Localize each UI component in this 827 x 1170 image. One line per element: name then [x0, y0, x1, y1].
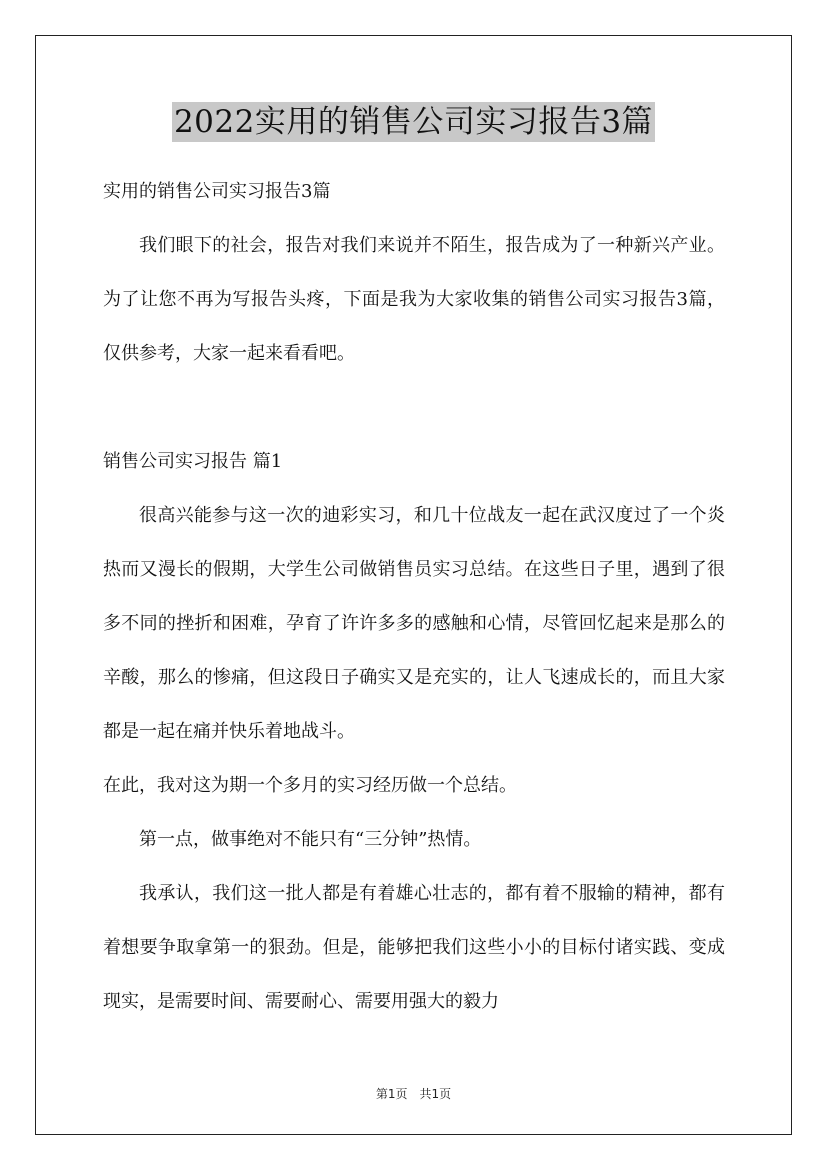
document-title: 2022实用的销售公司实习报告3篇 — [173, 104, 654, 140]
body-paragraph-1: 很高兴能参与这一次的迪彩实习，和几十位战友一起在武汉度过了一个炎热而又漫长的假期，大学生公司做销售员实习总结。在这些日子里，遇到了很多不同的挫折和困难，孕育了许许多多的感触和心情，尽管回忆起来是那么的辛酸，那么的惨痛，但这段日子确实又是充实的，让人飞速成长的，而且大家都是一起在痛并快乐着地战斗。 — [103, 505, 725, 742]
body-paragraph-3: 第一点，做事绝对不能只有“三分钟”热情。 — [139, 829, 482, 850]
body-paragraph-4: 我承认，我们这一批人都是有着雄心壮志的，都有着不服输的精神，都有着想要争取拿第一的狠劲。但是，能够把我们这些小小的目标付诸实践、变成现实，是需要时间、需要耐心、需要用强大的毅力 — [103, 883, 725, 1012]
section-heading: 销售公司实习报告 篇1 — [103, 451, 283, 472]
body-paragraph-2: 在此，我对这为期一个多月的实习经历做一个总结。 — [103, 775, 517, 796]
document-subtitle: 实用的销售公司实习报告3篇 — [103, 181, 331, 202]
page-footer: 第1页 共1页 — [375, 1087, 452, 1101]
paragraph-spacer — [103, 381, 725, 435]
document-body — [103, 165, 725, 1029]
title-wrapper — [0, 102, 827, 142]
intro-paragraph: 我们眼下的社会，报告对我们来说并不陌生，报告成为了一种新兴产业。为了让您不再为写报告头疼，下面是我为大家收集的销售公司实习报告3篇，仅供参考，大家一起来看看吧。 — [103, 235, 725, 364]
